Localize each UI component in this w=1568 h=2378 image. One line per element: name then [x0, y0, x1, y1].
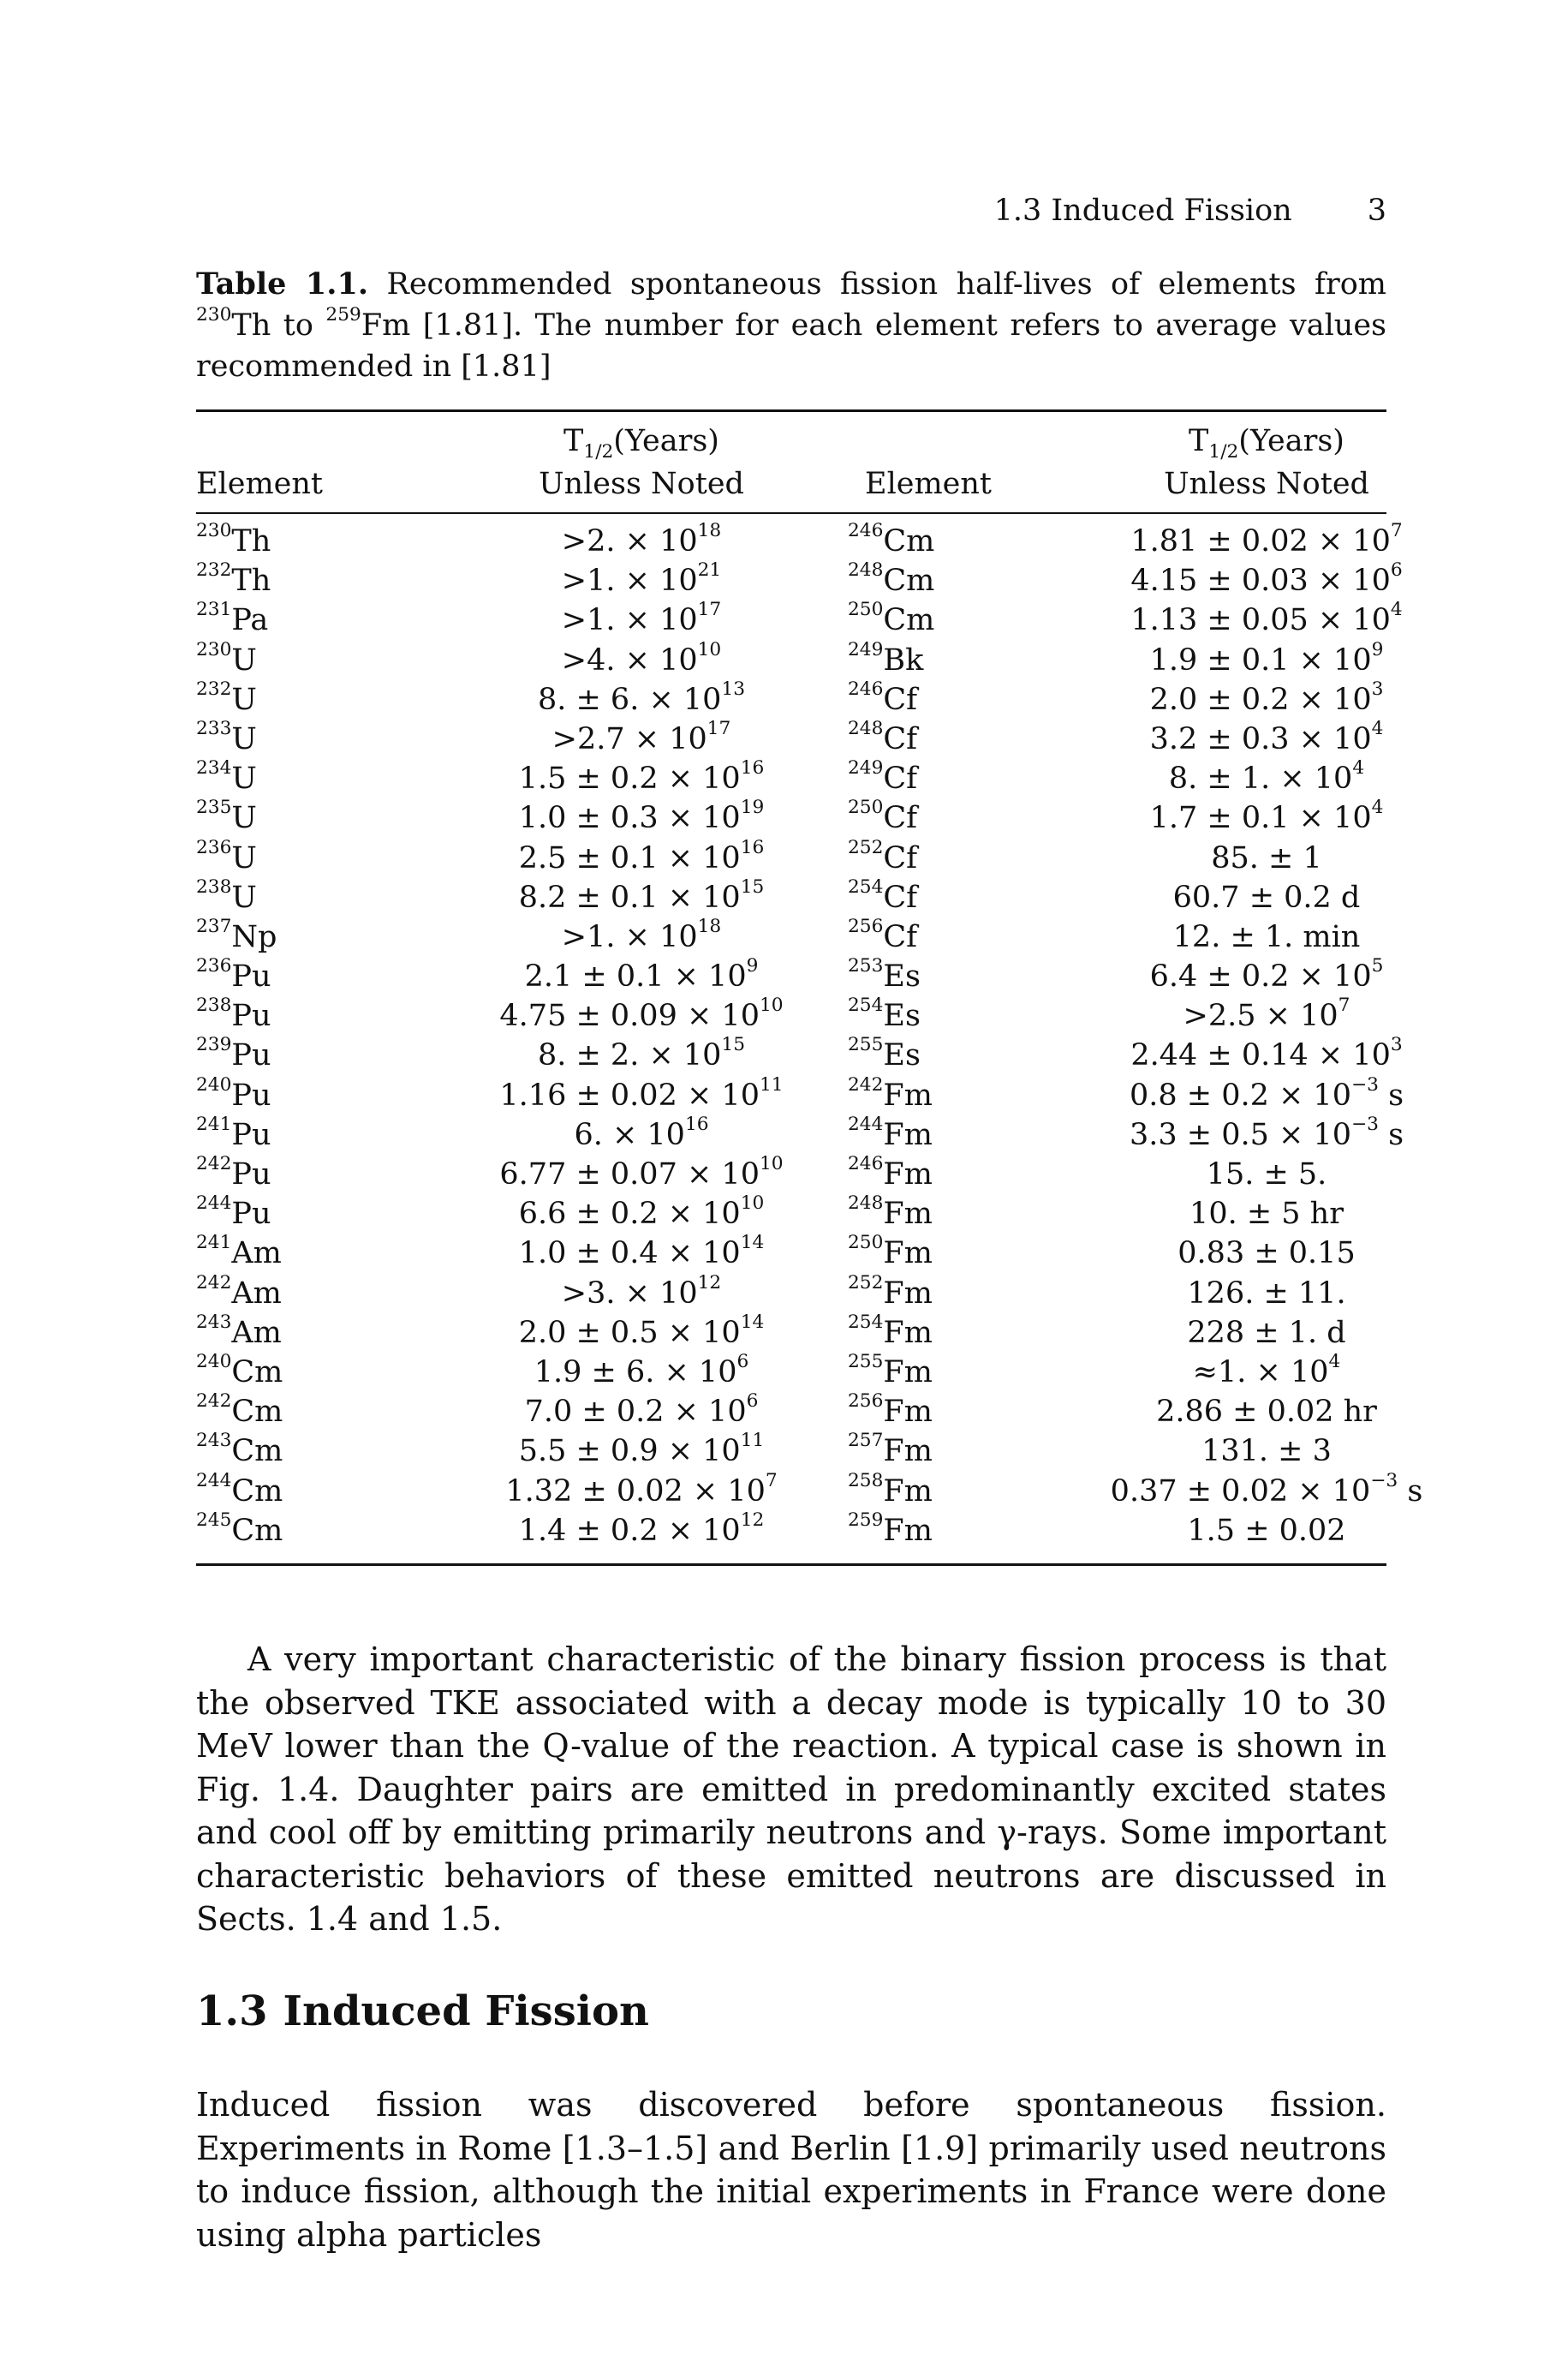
cell-element-right: $^{246}$Fm — [848, 1153, 933, 1192]
table-row — [196, 1194, 1386, 1234]
cell-halflife-right: ≈1. × $10^4$ — [1192, 1351, 1341, 1389]
cell-element-left: $^{241}$Pu — [196, 1113, 271, 1152]
cell-halflife-left: $6.77 \pm 0.07 \times 10^{10}$ — [499, 1153, 784, 1192]
table-row — [196, 996, 1386, 1036]
cell-element-left: $^{238}$Pu — [196, 995, 271, 1034]
cell-element-right: $^{256}$Cf — [848, 915, 918, 954]
cell-element-right: $^{254}$Cf — [848, 875, 918, 915]
table-row — [196, 1234, 1386, 1273]
cell-halflife-right: $3.2 \pm 0.3 \times 10^4$ — [1149, 718, 1384, 756]
table-row — [196, 680, 1386, 720]
cell-element-right: $^{259}$Fm — [848, 1509, 933, 1548]
cell-halflife-left: $2.0 \pm 0.5 \times 10^{14}$ — [518, 1311, 765, 1350]
cell-halflife-left: $1.32 \pm 0.02 \times 10^7$ — [505, 1469, 778, 1509]
cell-halflife-right: $1.13 \pm 0.05 \times 10^4$ — [1130, 599, 1403, 638]
cell-element-left: $^{235}$U — [196, 797, 257, 836]
cell-element-left: $^{232}$Th — [196, 559, 271, 599]
table-caption — [196, 264, 1386, 387]
cell-element-left: $^{230}$U — [196, 638, 257, 678]
cell-halflife-right: 60.7 ± 0.2 d — [1172, 880, 1361, 915]
cell-element-right: $^{258}$Fm — [848, 1469, 933, 1509]
table-row — [196, 559, 1403, 600]
cell-element-right: $^{257}$Fm — [848, 1430, 933, 1469]
table-row — [196, 1313, 1386, 1353]
cell-element-left: $^{242}$Am — [196, 1271, 282, 1311]
cell-halflife-right: 15. ± 5. — [1206, 1157, 1327, 1192]
body-paragraph-1: A very important characteristic of the binary fission process is that the observed TKE associated with a decay mode is typically 10 to 30 MeV lower than the Q-value of the reaction. A typical case is shown in Fig. 1.4. Daughter pairs are emitted in predominantly excited states and cool off by emitting primarily neutrons and γ-rays. Some important characteristic behaviors of these emitted neutrons are discussed in Sects. 1.4 and 1.5. — [196, 1640, 1386, 1938]
running-head-title: 1.3 Induced Fission — [993, 194, 1292, 228]
table-header — [196, 418, 1386, 511]
cell-halflife-right: 8. ± 1. × $10^4$ — [1168, 757, 1365, 797]
cell-halflife-left: >1. × $10^{21}$ — [561, 559, 722, 599]
cell-element-right: $^{252}$Fm — [848, 1271, 933, 1311]
cell-element-left: $^{244}$Cm — [196, 1469, 283, 1509]
cell-halflife-left: >2. × $10^{18}$ — [561, 520, 722, 559]
cell-halflife-right: 126. ± 11. — [1187, 1276, 1346, 1311]
cell-halflife-left: $8.2 \pm 0.1 \times 10^{15}$ — [518, 875, 765, 915]
cell-halflife-right: $0.37 \pm 0.02 \times 10^{-3}$ s — [1110, 1469, 1423, 1509]
cell-halflife-left: $5.5 \pm 0.9 \times 10^{11}$ — [518, 1430, 765, 1469]
section-number: 1.3 — [196, 1987, 268, 2035]
cell-element-left: $^{242}$Pu — [196, 1153, 271, 1192]
table-row — [196, 520, 1403, 561]
cell-halflife-left: $1.4 \pm 0.2 \times 10^{12}$ — [518, 1509, 765, 1548]
cell-halflife-right: 0.83 ± 0.15 — [1177, 1236, 1356, 1271]
cell-element-left: $^{240}$Cm — [196, 1351, 283, 1389]
cell-element-right: $^{253}$Es — [848, 955, 921, 995]
cell-element-right: $^{254}$Es — [848, 995, 921, 1034]
table-caption-label: Table 1.1. — [196, 266, 369, 302]
table-row — [196, 1073, 1404, 1115]
cell-halflife-left: $1.16 \pm 0.02 \times 10^{11}$ — [499, 1073, 784, 1113]
cell-element-left: $^{245}$Cm — [196, 1509, 283, 1548]
cell-halflife-right: 228 ± 1. d — [1187, 1315, 1346, 1350]
cell-element-left: $^{243}$Am — [196, 1311, 282, 1350]
table-header-rule — [196, 512, 1386, 514]
cell-element-right: $^{250}$Cf — [848, 797, 918, 836]
cell-halflife-right: 131. ± 3 — [1201, 1434, 1332, 1469]
table-row — [196, 1034, 1403, 1075]
table-row — [196, 917, 1386, 957]
cell-halflife-right: 85. ± 1 — [1211, 840, 1322, 875]
cell-halflife-right: $2.0 \pm 0.2 \times 10^3$ — [1149, 678, 1384, 717]
cell-element-right: $^{246}$Cf — [848, 678, 918, 717]
table-row — [196, 1469, 1423, 1511]
cell-halflife-left: >1. × $10^{17}$ — [561, 599, 722, 638]
cell-element-right: $^{249}$Bk — [848, 638, 924, 678]
header-halflife-right-line1: $T_{1/2}(Years)$ — [1189, 424, 1344, 463]
cell-halflife-left: $4.75 \pm 0.09 \times 10^{10}$ — [499, 995, 784, 1034]
cell-halflife-left: $2.5 \pm 0.1 \times 10^{16}$ — [518, 836, 765, 875]
cell-element-left: $^{239}$Pu — [196, 1034, 271, 1073]
cell-halflife-left: >1. × $10^{18}$ — [561, 915, 722, 954]
cell-halflife-left: 8. ± 6. × $10^{13}$ — [537, 678, 746, 717]
table-row — [196, 1155, 1386, 1194]
cell-element-left: $^{230}$Th — [196, 520, 271, 559]
table-row — [196, 1271, 1386, 1313]
table-row — [196, 1392, 1386, 1431]
cell-halflife-left: >4. × $10^{10}$ — [561, 638, 722, 678]
cell-element-left: $^{243}$Cm — [196, 1430, 283, 1469]
table-row — [196, 957, 1386, 996]
cell-halflife-right: $4.15 \pm 0.03 \times 10^6$ — [1130, 559, 1403, 599]
cell-halflife-right: $1.81 \pm 0.02 \times 10^7$ — [1130, 520, 1403, 559]
cell-element-right: $^{249}$Cf — [848, 757, 918, 797]
cell-element-left: $^{234}$U — [196, 757, 257, 797]
table-row — [196, 599, 1403, 640]
cell-element-right: $^{248}$Cf — [848, 718, 918, 756]
cell-element-left: $^{240}$Pu — [196, 1073, 271, 1113]
cell-element-right: $^{255}$Es — [848, 1034, 921, 1073]
cell-halflife-left: $>2.7 \times 10^{17}$ — [551, 718, 731, 756]
table-row — [196, 1113, 1404, 1155]
cell-halflife-right: 12. ± 1. min — [1172, 919, 1361, 954]
running-head — [196, 190, 1386, 231]
cell-element-left: $^{231}$Pa — [196, 599, 269, 638]
cell-halflife-left: 8. ± 2. × $10^{15}$ — [537, 1034, 746, 1073]
header-halflife-right-line2: Unless Noted — [1164, 467, 1369, 501]
body-paragraph-2: Induced fission was discovered before spontaneous fission. Experiments in Rome [1.3–1.5] and Berlin [1.9] primarily used neutrons to induce fission, although the initial experiments in France were done using alpha particles — [196, 2086, 1386, 2254]
cell-element-left: $^{242}$Cm — [196, 1390, 283, 1430]
cell-element-right: $^{246}$Cm — [848, 520, 935, 559]
cell-element-right: $^{250}$Fm — [848, 1232, 933, 1271]
header-halflife-left-line2: Unless Noted — [539, 467, 744, 501]
cell-element-left: $^{244}$Pu — [196, 1192, 271, 1232]
table-body — [196, 520, 1423, 1550]
cell-element-right: $^{252}$Cf — [848, 836, 918, 875]
cell-halflife-right: $1.9 \pm 0.1 \times 10^9$ — [1149, 638, 1384, 678]
cell-halflife-right: $0.8 \pm 0.2 \times 10^{-3}$ s — [1129, 1073, 1404, 1113]
cell-halflife-left: $1.5 \pm 0.2 \times 10^{16}$ — [518, 757, 765, 797]
header-element-right: Element — [865, 467, 992, 501]
cell-halflife-left: $2.1 \pm 0.1 \times 10^9$ — [524, 955, 759, 995]
cell-halflife-right: 2.86 ± 0.02 hr — [1156, 1395, 1377, 1430]
cell-halflife-left: $6.6 \pm 0.2 \times 10^{10}$ — [518, 1192, 765, 1232]
cell-element-right: $^{248}$Fm — [848, 1192, 933, 1232]
table-row — [196, 1431, 1386, 1471]
cell-element-left: $^{236}$U — [196, 836, 257, 875]
table-row — [196, 836, 1386, 878]
table-row — [196, 875, 1386, 917]
table-top-rule — [196, 409, 1386, 412]
cell-halflife-right: $1.7 \pm 0.1 \times 10^4$ — [1149, 797, 1384, 836]
cell-element-left: $^{238}$U — [196, 875, 257, 915]
cell-element-right: $^{242}$Fm — [848, 1073, 933, 1113]
cell-element-right: $^{244}$Fm — [848, 1113, 933, 1152]
cell-halflife-left: >3. × $10^{12}$ — [561, 1271, 722, 1311]
table-row — [196, 1353, 1386, 1392]
page-number: 3 — [1367, 194, 1386, 228]
cell-element-left: $^{237}$Np — [196, 915, 277, 954]
cell-element-left: $^{233}$U — [196, 718, 257, 756]
cell-halflife-right: $3.3 \pm 0.5 \times 10^{-3}$ s — [1129, 1113, 1404, 1152]
cell-halflife-left: $1.0 \pm 0.3 \times 10^{19}$ — [518, 797, 765, 836]
section-heading — [196, 1986, 649, 2037]
cell-element-right: $^{254}$Fm — [848, 1311, 933, 1350]
cell-halflife-left: $1.0 \pm 0.4 \times 10^{14}$ — [518, 1232, 765, 1271]
table-row — [196, 720, 1386, 759]
cell-halflife-left: $7.0 \pm 0.2 \times 10^6$ — [524, 1390, 759, 1430]
cell-element-right: $^{256}$Fm — [848, 1390, 933, 1430]
cell-halflife-right: 1.5 ± 0.02 — [1187, 1513, 1346, 1548]
cell-halflife-left: 6. × $10^{16}$ — [574, 1113, 709, 1152]
cell-element-right: $^{255}$Fm — [848, 1351, 933, 1389]
header-element-left: Element — [196, 467, 323, 501]
section-title: Induced Fission — [283, 1987, 649, 2035]
cell-element-right: $^{248}$Cm — [848, 559, 935, 599]
table-row — [196, 759, 1386, 798]
cell-halflife-right: $6.4 \pm 0.2 \times 10^5$ — [1149, 955, 1384, 995]
table-caption-text: Recommended spontaneous fission half-lives of elements from $^{230}$Th to $^{259}$Fm [1.81]. The number for each element refers to average values recommended in [1.81] — [196, 267, 1386, 384]
header-halflife-left-line1: $T_{1/2}(Years)$ — [563, 424, 719, 463]
cell-element-left: $^{241}$Am — [196, 1232, 282, 1271]
cell-element-left: $^{232}$U — [196, 678, 257, 717]
cell-halflife-right: 10. ± 5 hr — [1189, 1197, 1344, 1232]
table-row — [196, 798, 1386, 838]
cell-halflife-left: 1.9 ± 6. × $10^6$ — [534, 1351, 749, 1389]
table-bottom-rule — [196, 1563, 1386, 1566]
cell-halflife-right: $>2.5 \times 10^7$ — [1183, 995, 1350, 1034]
cell-element-left: $^{236}$Pu — [196, 955, 271, 995]
cell-element-right: $^{250}$Cm — [848, 599, 935, 638]
cell-halflife-right: $2.44 \pm 0.14 \times 10^3$ — [1130, 1034, 1403, 1073]
table-row — [196, 638, 1386, 680]
table-row — [196, 1511, 1386, 1550]
